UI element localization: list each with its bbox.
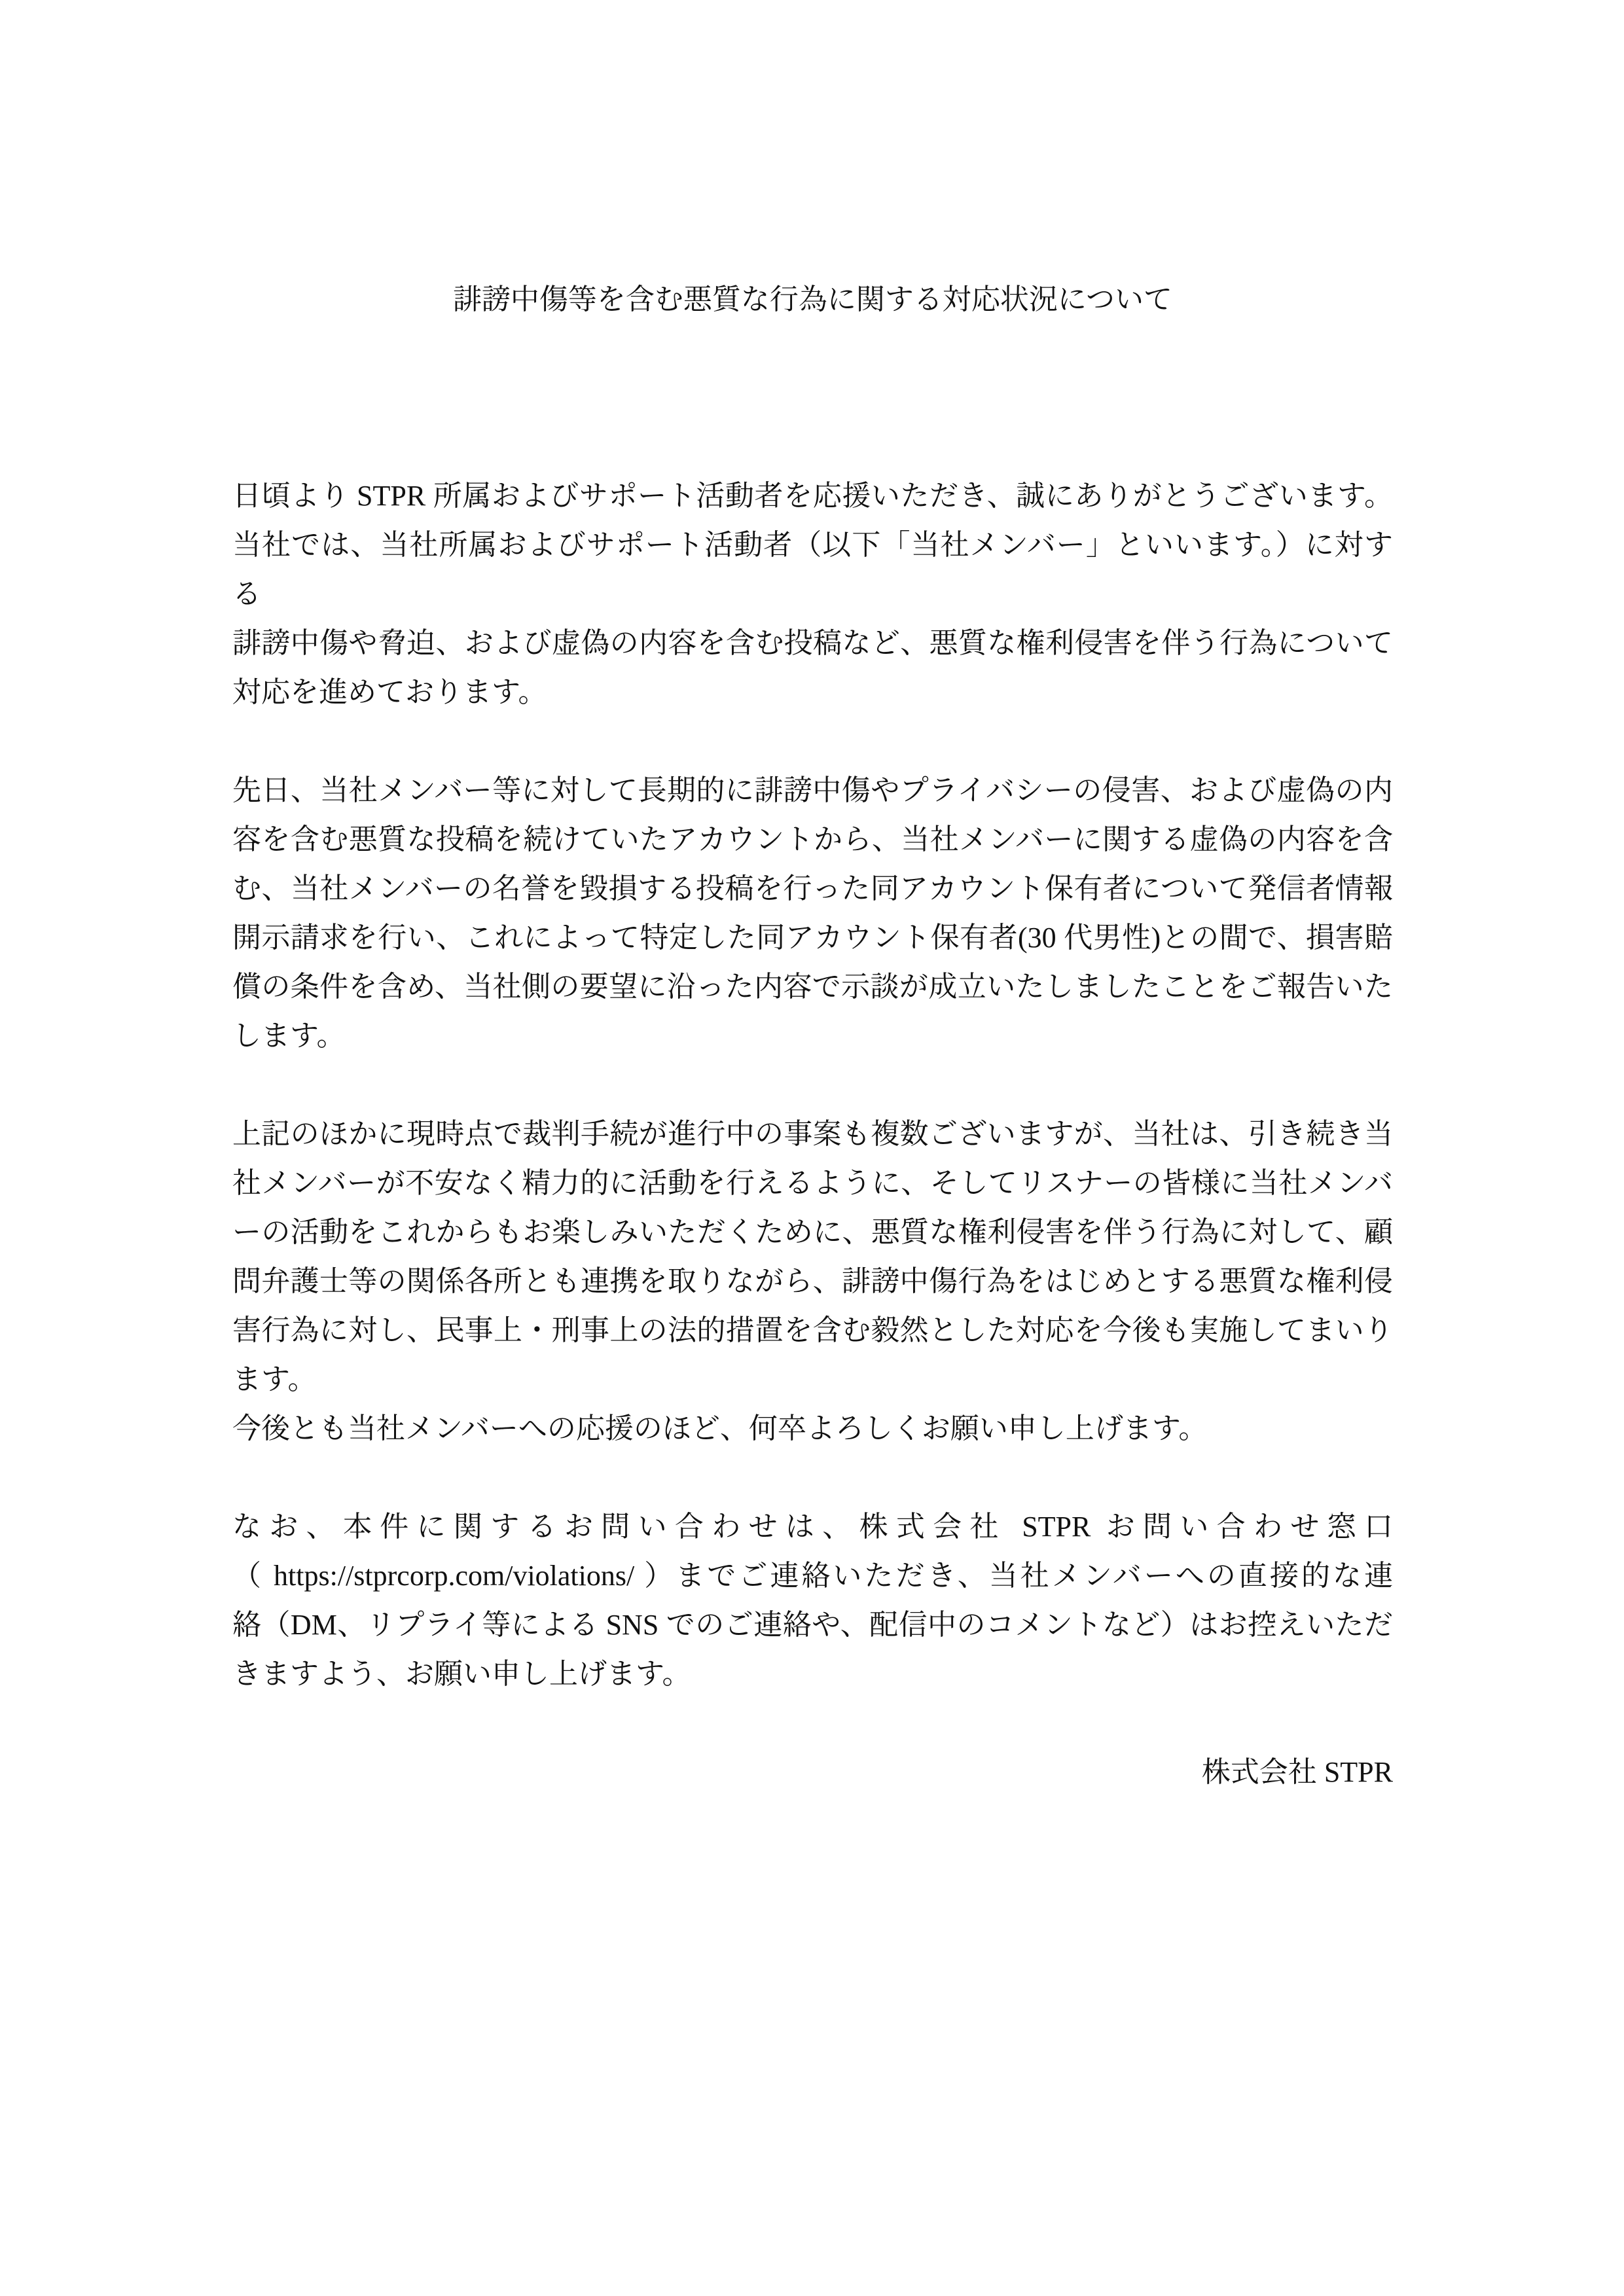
text-line: 上記のほかに現時点で裁判手続が進行中の事案も複数ございますが、当社は、引き続き当 [232, 1118, 1393, 1150]
text-line: なお、本件に関するお問い合わせは、株式会社 STPR お問い合わせ窓口 [232, 1511, 1393, 1543]
text-line: ます。 [232, 1363, 317, 1395]
text-line: 絡（DM、リプライ等による SNS でのご連絡や、配信中のコメントなど）はお控えいただ [232, 1609, 1393, 1641]
text-line: 償の条件を含め、当社側の要望に沿った内容で示談が成立いたしましたことをご報告いた [232, 971, 1393, 1003]
text-line: 開示請求を行い、これによって特定した同アカウント保有者(30 代男性)との間で、損害賠 [232, 922, 1393, 954]
document-title: 誹謗中傷等を含む悪質な行為に関する対応状況について [452, 283, 1173, 315]
text-line: 先日、当社メンバー等に対して長期的に誹謗中傷やプライバシーの侵害、および虚偽の内 [232, 774, 1393, 806]
text-line: 誹謗中傷や脅迫、および虚偽の内容を含む投稿など、悪質な権利侵害を伴う行為について [232, 627, 1393, 659]
text-line contact-url-line: （ https://stprcorp.com/violations/ ）までご連絡いただき、当社メンバーへの直接的な連 [232, 1560, 1393, 1592]
text-line: 容を含む悪質な投稿を続けていたアカウントから、当社メンバーに関する虚偽の内容を含 [232, 823, 1393, 855]
text-line: 害行為に対し、民事上・刑事上の法的措置を含む毅然とした対応を今後も実施してまいり [232, 1314, 1393, 1346]
paragraph-settlement-report [232, 766, 1393, 1060]
text-line: ーの活動をこれからもお楽しみいただくために、悪質な権利侵害を伴う行為に対して、顧 [232, 1216, 1393, 1248]
text-line: 日頃より STPR 所属およびサポート活動者を応援いただき、誠にありがとうございます。 [232, 480, 1393, 512]
text-line: 問弁護士等の関係各所とも連携を取りながら、誹謗中傷行為をはじめとする悪質な権利侵 [232, 1265, 1393, 1297]
text-line: します。 [232, 1020, 346, 1052]
paragraph-ongoing-measures [232, 1109, 1393, 1453]
text-line: 社メンバーが不安なく精力的に活動を行えるように、そしてリスナーの皆様に当社メンバ [232, 1167, 1393, 1199]
signature: 株式会社 STPR [1201, 1756, 1393, 1788]
text-line: きますよう、お願い申し上げます。 [232, 1658, 691, 1690]
text-line: む、当社メンバーの名誉を毀損する投稿を行った同アカウント保有者について発信者情報 [232, 872, 1393, 905]
text-line: 当社では、当社所属およびサポート活動者（以下「当社メンバー」といいます。）に対する [232, 529, 1393, 610]
paragraph-contact-info [232, 1502, 1393, 1698]
paragraph-greeting [232, 471, 1393, 717]
text-line: 今後とも当社メンバーへの応援のほど、何卒よろしくお願い申し上げます。 [232, 1412, 1208, 1444]
text-line: 対応を進めております。 [232, 676, 547, 708]
